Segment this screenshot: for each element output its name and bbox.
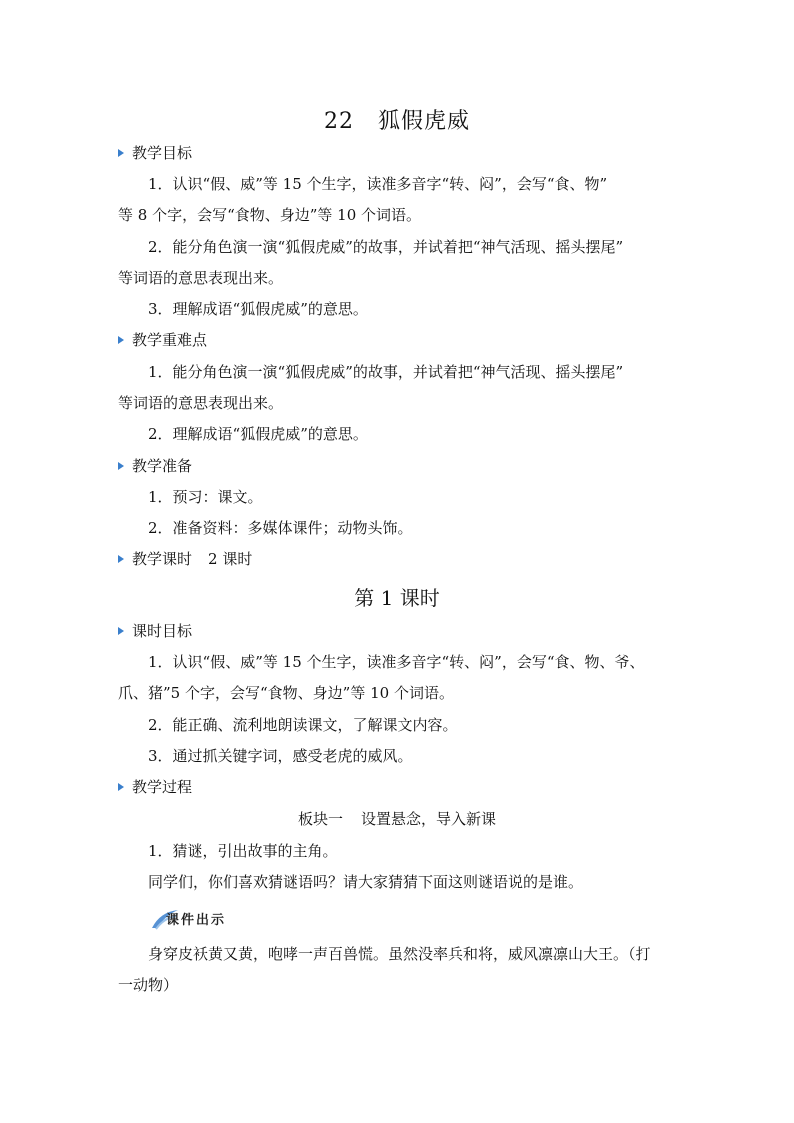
riddle-line: 一动物） [118,976,179,994]
block-heading: 设置悬念，导入新课 [361,810,497,828]
lesson-goal-line: 3．通过抓关键字词，感受老虎的威风。 [148,747,413,765]
lesson-name: 狐假虎威 [377,109,470,134]
section-label: 课时目标 [132,622,193,640]
section-class-hours [118,548,252,570]
block-name: 板块一 [297,810,343,828]
section-preparation [118,455,192,477]
section-key-points [118,329,207,351]
prep-line: 2．准备资料：多媒体课件；动物头饰。 [148,519,413,537]
process-line: 1．猜谜，引出故事的主角。 [148,842,338,860]
goal-line: 等 8 个字，会写“食物、身边”等 10 个词语。 [118,206,422,224]
lesson-goal-line: 爪、猪”5 个字，会写“食物、身边”等 10 个词语。 [118,684,454,702]
section-teaching-process [118,776,192,798]
process-line: 同学们，你们喜欢猜谜语吗？请大家猜猜下面这则谜语说的是谁。 [148,873,584,891]
section-lesson-goals [118,620,192,642]
section-label: 教学目标 [132,144,193,162]
goal-line: 2．能分角色演一演“狐假虎威”的故事，并试着把“神气活现、摇头摆尾” [148,238,624,256]
lesson-number: 22 [323,109,354,134]
lesson-subtitle: 第 1 课时 [354,586,440,610]
keypoint-line: 等词语的意思表现出来。 [118,394,284,412]
keypoint-line: 1．能分角色演一演“狐假虎威”的故事，并试着把“神气活现、摇头摆尾” [148,363,624,381]
triangle-bullet-icon [118,336,124,344]
lesson-goal-line: 1．认识“假、威”等 15 个生字，读准多音字“转、闷”，会写“食、物、爷、 [148,653,645,671]
section-label: 教学重难点 [132,331,208,349]
goal-line: 1．认识“假、威”等 15 个生字，读准多音字“转、闷”，会写“食、物” [148,175,608,193]
goal-line: 等词语的意思表现出来。 [118,269,284,287]
class-hours-value: 2 课时 [208,550,253,568]
lesson-goal-line: 2．能正确、流利地朗读课文，了解课文内容。 [148,716,458,734]
block-title [0,808,794,830]
section-label: 教学准备 [132,457,193,475]
triangle-bullet-icon [118,555,124,563]
section-teaching-goals [118,142,192,164]
triangle-bullet-icon [118,462,124,470]
section-label: 教学过程 [132,778,193,796]
courseware-badge [150,904,250,930]
triangle-bullet-icon [118,627,124,635]
triangle-bullet-icon [118,783,124,791]
courseware-label: 课件出示 [166,913,227,928]
section-label: 教学课时 [132,550,193,568]
keypoint-line: 2．理解成语“狐假虎威”的意思。 [148,425,368,443]
triangle-bullet-icon [118,149,124,157]
page-title [0,104,794,135]
prep-line: 1．预习：课文。 [148,488,263,506]
riddle-line: 身穿皮袄黄又黄，咆哮一声百兽慌。虽然没率兵和将，威风凛凛山大王。（打 [148,945,651,963]
goal-line: 3．理解成语“狐假虎威”的意思。 [148,300,368,318]
